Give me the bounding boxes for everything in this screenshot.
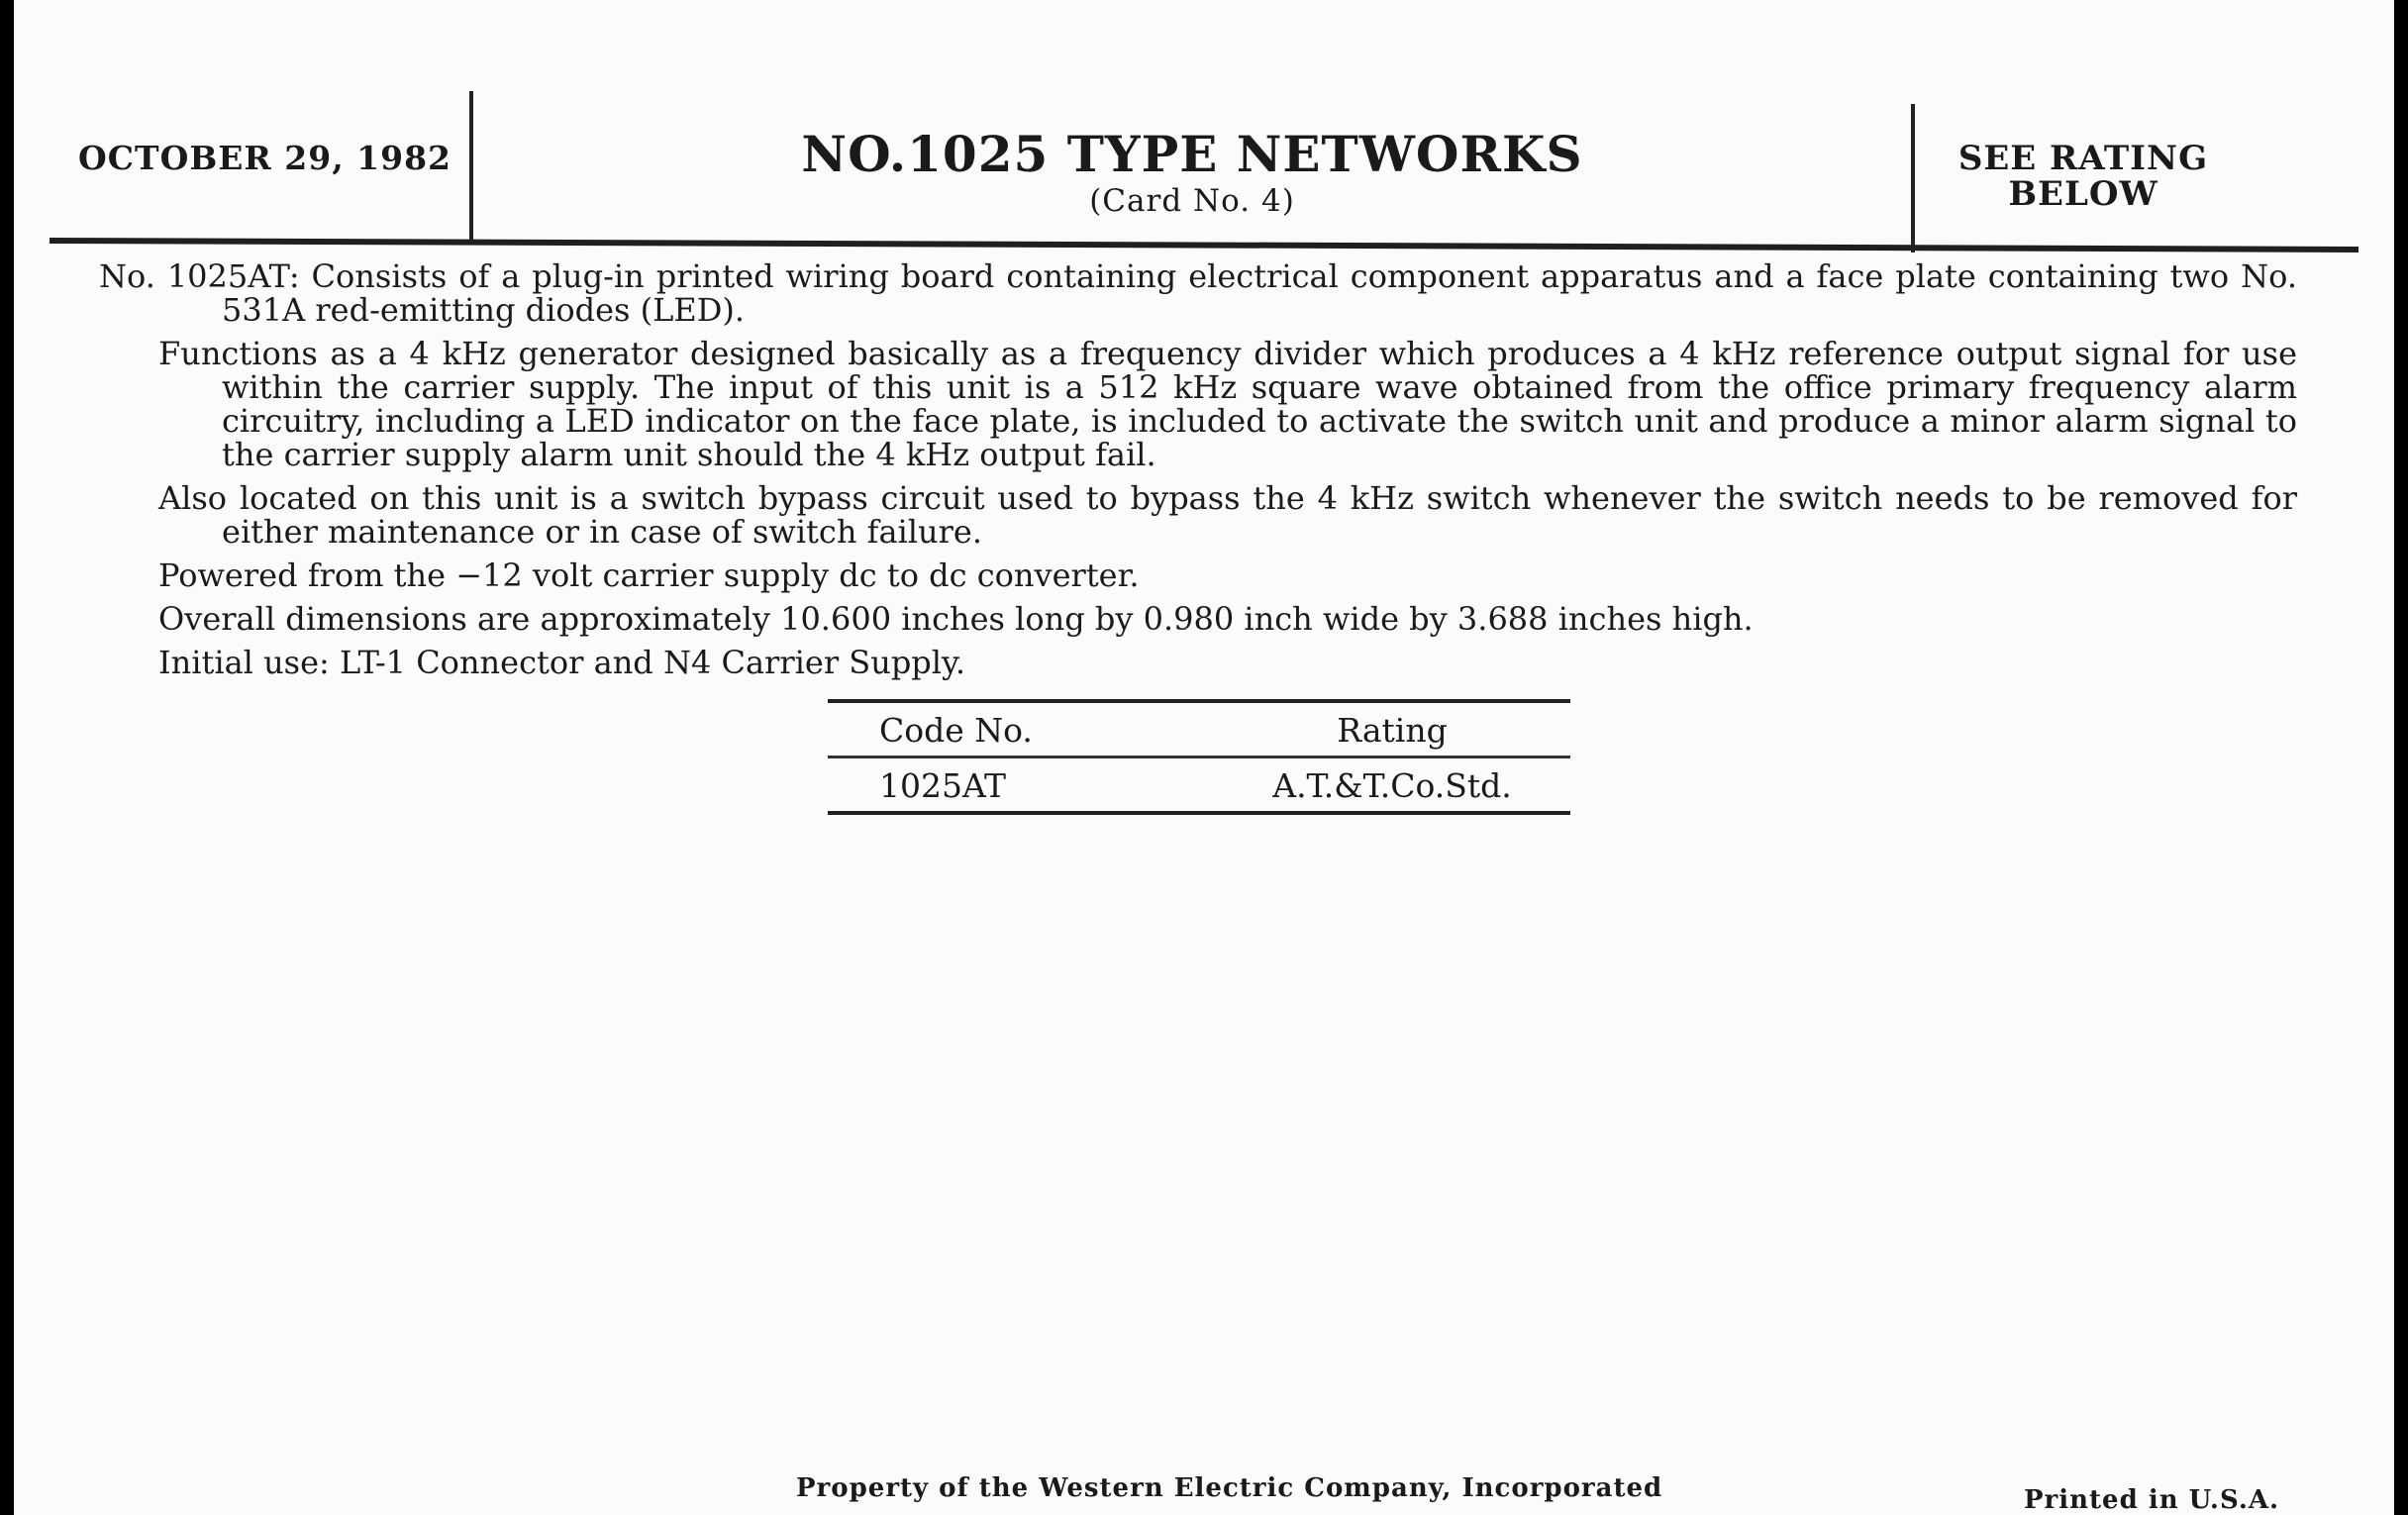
header-divider-right [1911,104,1915,252]
paragraph-power: Powered from the −12 volt carrier supply dc to dc converter. [158,556,1140,594]
paragraph-description: No. 1025AT: Consists of a plug-in printed wiring board containing electrical component apparatus and a face plate containing two No. 531A red-emitting diodes (LED). [99,257,2297,329]
paragraph-dimensions: Overall dimensions are approximately 10.600 inches long by 0.980 inch wide by 3.688 inches high. [158,600,1754,638]
document-title: NO.1025 TYPE NETWORKS [801,125,1583,183]
document-card [14,0,2394,1515]
table-row [828,758,1570,811]
header-rule [50,238,2358,252]
table-cell-rating: A.T.&T.Co.Std. [1272,766,1512,805]
paragraph-bypass: Also located on this unit is a switch bypass circuit used to bypass the 4 kHz switch whenever the switch needs to be removed for either maintenance or in case of switch failure. [158,479,2297,551]
header-rating-line1: SEE RATING [1957,139,2209,178]
table-header-row [828,703,1570,756]
header-date: OCTOBER 29, 1982 [78,139,452,177]
footer-printed: Printed in U.S.A. [2024,1485,2280,1515]
table-header-code: Code No. [879,711,1033,750]
document-subtitle: (Card No. 4) [1089,183,1295,219]
header-rating [1935,141,2232,212]
paragraph-initial-use: Initial use: LT-1 Connector and N4 Carrier Supply. [158,644,966,681]
header-rating-line2: BELOW [2008,174,2158,214]
table-cell-code: 1025AT [879,766,1007,805]
table-bottom-rule [828,811,1570,815]
rating-table [828,699,1570,815]
paragraph-function: Functions as a 4 kHz generator designed basically as a frequency divider which produces a 4 kHz reference output signal for use within the carrier supply. The input of this unit is a 512 kHz square wave obtained from the office primary frequency alarm circuitry, including a LED indicator on the face plate, is included to activate the switch unit and produce a minor alarm signal to the carrier supply alarm unit should the 4 kHz output fail. [158,335,2297,473]
document-body [99,259,2297,689]
footer-property: Property of the Western Electric Company, Incorporated [796,1473,1663,1503]
table-header-rating: Rating [1337,711,1448,750]
header-divider-left [469,91,473,240]
